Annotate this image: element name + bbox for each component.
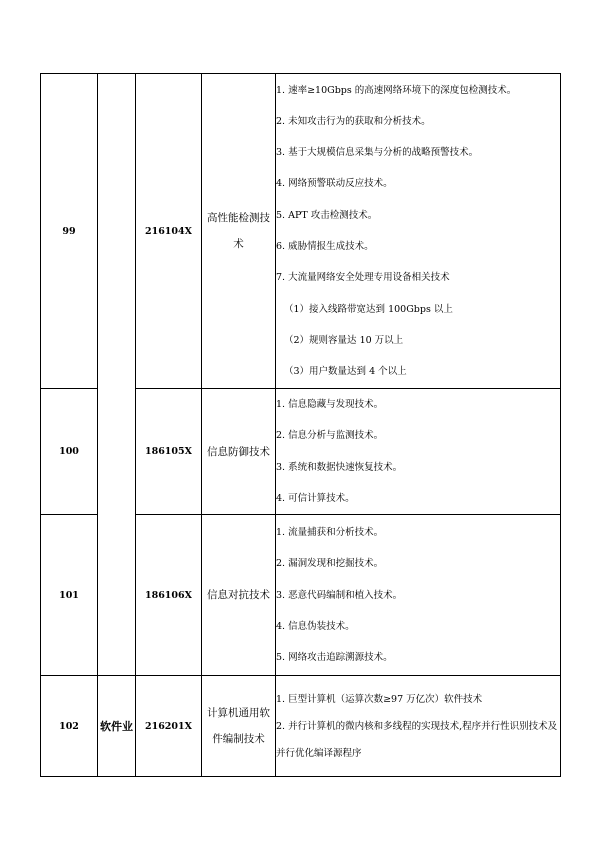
list-item: 6. 威胁情报生成技术。 [276,241,374,252]
list-item: 1. 速率≥10Gbps 的高速网络环境下的深度包检测技术。 [276,84,517,96]
seq-cell: 99 [41,74,98,389]
list-item: 5. APT 攻击检测技术。 [276,209,378,221]
code-cell: 186105X [136,389,202,515]
table-row [41,74,561,389]
list-item: 2. 漏洞发现和挖掘技术。 [276,558,384,570]
list-item: 4. 可信计算技术。 [276,492,355,504]
list-item: 3. 基于大规模信息采集与分析的战略预警技术。 [276,147,479,159]
list-item: 3. 系统和数据快速恢复技术。 [276,461,403,473]
detail-cell [276,676,561,777]
detail-cell [276,74,561,389]
tech-cell: 信息防御技术 [202,389,276,515]
tech-cell: 计算机通用软件编制技术 [202,676,276,777]
list-item: （1）接入线路带宽达到 100Gbps 以上 [284,303,453,315]
seq-cell: 100 [41,389,98,515]
detail-cell [276,389,561,515]
code-cell: 216104X [136,74,202,389]
list-item: 7. 大流量网络安全处理专用设备相关技术 [276,272,450,284]
list-item: 1. 流量捕获和分析技术。 [276,526,384,538]
industry-cell-empty [98,74,136,676]
list-item: 3. 恶意代码编制和植入技术。 [276,589,403,601]
catalog-table [40,73,561,777]
seq-cell: 102 [41,676,98,777]
list-item: 4. 信息伪装技术。 [276,620,355,632]
tech-cell: 高性能检测技术 [202,74,276,389]
table-row [41,676,561,777]
code-cell: 216201X [136,676,202,777]
list-item: 2. 未知攻击行为的获取和分析技术。 [276,115,431,127]
list-item: 2. 信息分析与监测技术。 [276,430,384,442]
code-cell: 186106X [136,515,202,676]
list-item: 1. 巨型计算机（运算次数≥97 万亿次）软件技术 [276,693,483,705]
seq-cell: 101 [41,515,98,676]
tech-cell: 信息对抗技术 [202,515,276,676]
list-item: 2. 并行计算机的微内核和多线程的实现技术,程序并行性识别技术及并行优化编译源程序 [276,720,558,759]
list-item: （2）规则容量达 10 万以上 [284,334,404,346]
list-item: 1. 信息隐藏与发现技术。 [276,399,384,410]
detail-cell [276,515,561,676]
list-item: 4. 网络预警联动反应技术。 [276,178,393,190]
list-item: （3）用户数量达到 4 个以上 [284,366,407,378]
industry-cell: 软件业 [98,676,136,777]
list-item: 5. 网络攻击追踪溯源技术。 [276,652,393,664]
